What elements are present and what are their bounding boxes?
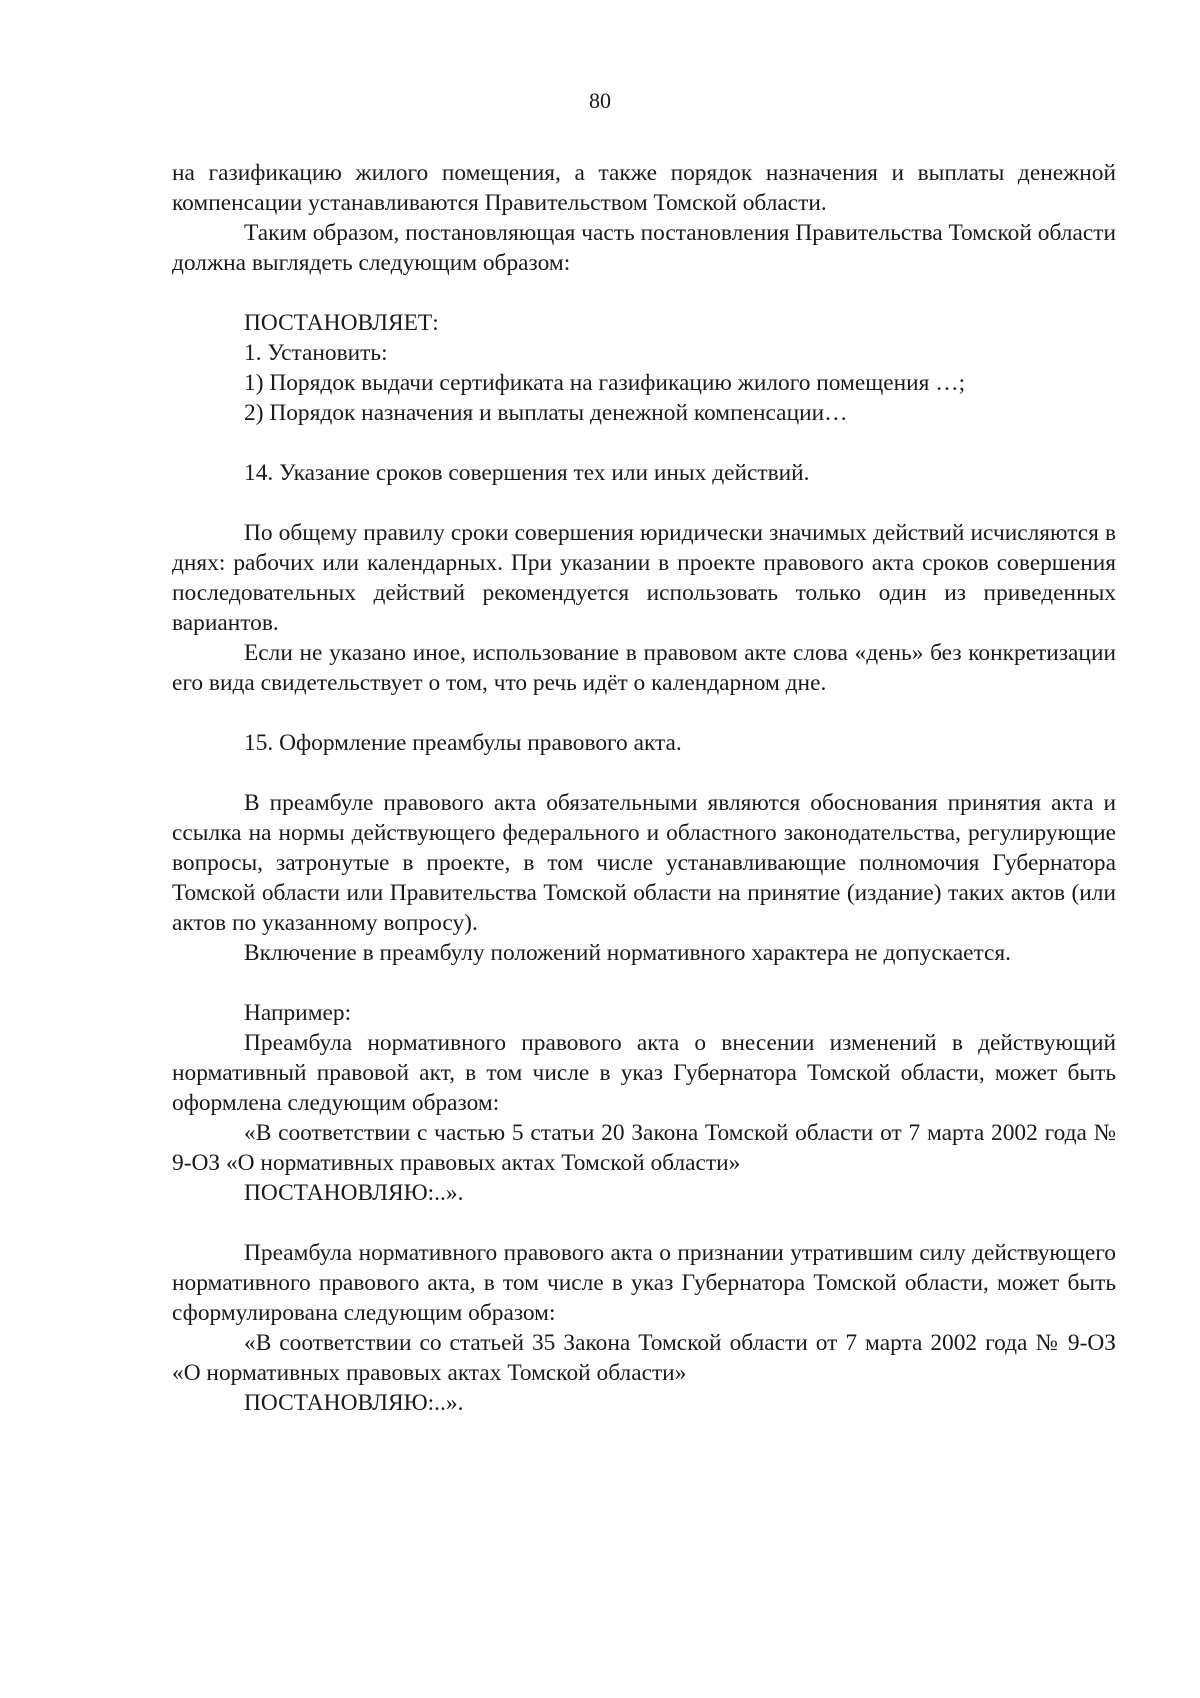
paragraph-deadlines: По общему правилу сроки совершения юридически значимых действий исчисляются в днях: рабочих или календарных. При указании в проекте правового акта сроков совершения последовательных действий рекомендуется использовать только один из приведенных вариантов. <box>172 520 1116 636</box>
section-heading-15: 15. Оформление преамбулы правового акта. <box>244 730 682 756</box>
resolution-heading: ПОСТАНОВЛЯЕТ: <box>244 310 439 336</box>
resolution-subitem-1: 1) Порядок выдачи сертификата на газификацию жилого помещения …; <box>244 370 966 396</box>
resolution-item-1: 1. Установить: <box>244 340 388 366</box>
section-heading-14: 14. Указание сроков совершения тех или иных действий. <box>244 460 810 486</box>
paragraph-preamble-requirements: В преамбуле правового акта обязательными являются обоснования принятия акта и ссылка на нормы действующего федерального и областного законодательства, регулирующие вопросы, затронутые в проекте, в том числе устанавливающие полномочия Губернатора Томской области или Правительства Томской области на принятие (издание) таких актов (или актов по указанному вопросу). <box>172 790 1116 936</box>
example-label: Например: <box>244 1000 352 1026</box>
quote-amendment-resolution: ПОСТАНОВЛЯЮ:..». <box>244 1180 464 1206</box>
document-body <box>172 158 1116 1418</box>
quote-repeal: «В соответствии со статьей 35 Закона Томской области от 7 марта 2002 года № 9-ОЗ «О нормативных правовых актах Томской области» <box>172 1330 1116 1386</box>
resolution-subitem-2: 2) Порядок назначения и выплаты денежной компенсации… <box>244 400 848 426</box>
paragraph-continuation: на газификацию жилого помещения, а также порядок назначения и выплаты денежной компенсации устанавливаются Правительством Томской области. <box>172 160 1116 216</box>
quote-amendment: «В соответствии с частью 5 статьи 20 Закона Томской области от 7 марта 2002 года № 9-ОЗ «О нормативных правовых актах Томской области» <box>172 1120 1116 1176</box>
paragraph-preamble-restriction: Включение в преамбулу положений нормативного характера не допускается. <box>244 940 1011 966</box>
page-number: 80 <box>589 88 611 113</box>
quote-repeal-resolution: ПОСТАНОВЛЯЮ:..». <box>244 1390 464 1416</box>
paragraph-day-definition: Если не указано иное, использование в правовом акте слова «день» без конкретизации его вида свидетельствует о том, что речь идёт о календарном дне. <box>172 640 1116 696</box>
paragraph-example-repeal: Преамбула нормативного правового акта о признании утратившим силу действующего нормативного правового акта, в том числе в указ Губернатора Томской области, может быть сформулирована следующим образом: <box>172 1240 1116 1326</box>
paragraph-example-amendment: Преамбула нормативного правового акта о внесении изменений в действующий нормативный правовой акт, в том числе в указ Губернатора Томской области, может быть оформлена следующим образом: <box>172 1030 1116 1116</box>
paragraph-intro: Таким образом, постановляющая часть постановления Правительства Томской области должна выглядеть следующим образом: <box>172 220 1116 276</box>
